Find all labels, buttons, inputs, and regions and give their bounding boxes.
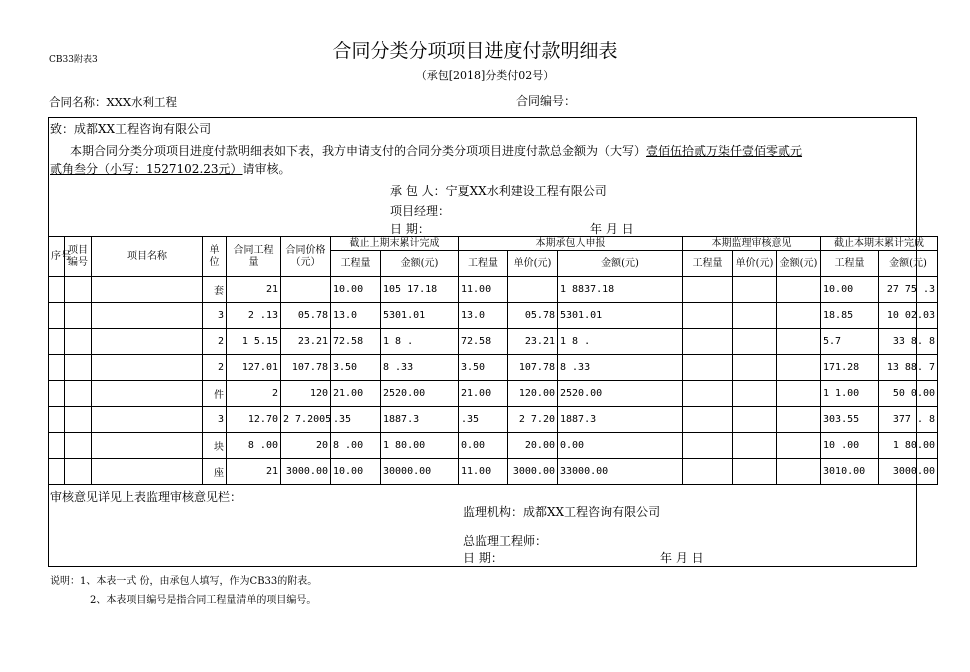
table-row — [49, 407, 938, 433]
header-claim-amount: 金额(元) — [558, 251, 683, 277]
cell-prev-amount: 5301.01 — [381, 303, 459, 329]
empty-cell — [683, 407, 733, 433]
empty-cell — [777, 329, 821, 355]
request-text-suffix: 请审核。 — [242, 162, 291, 176]
table-header-row-1 — [49, 237, 938, 251]
table-body — [49, 277, 938, 485]
empty-cell — [92, 407, 203, 433]
cell-prev-amount: 8 .33 — [381, 355, 459, 381]
cell-prev-qty: 72.58 — [331, 329, 381, 355]
request-text-line1 — [70, 142, 802, 159]
cell-unit: 件 — [203, 381, 227, 407]
cell-prev-amount: 1887.3 — [381, 407, 459, 433]
cell-cum-qty: 18.85 — [821, 303, 879, 329]
cell-claim-amount: 33000.00 — [558, 459, 683, 485]
header-review-unit-price: 单价(元) — [733, 251, 777, 277]
header-claim-qty: 工程量 — [459, 251, 508, 277]
cell-cum-amount: 1 80.00 — [879, 433, 938, 459]
cell-contract-price: 120 — [281, 381, 331, 407]
table-row — [49, 355, 938, 381]
empty-cell — [733, 433, 777, 459]
empty-cell — [92, 303, 203, 329]
header-prev-qty: 工程量 — [331, 251, 381, 277]
empty-cell — [733, 381, 777, 407]
empty-cell — [733, 329, 777, 355]
header-item-name: 项目名称 — [92, 237, 203, 277]
empty-cell — [683, 329, 733, 355]
cell-claim-qty: 3.50 — [459, 355, 508, 381]
cell-contract-qty: 21 — [227, 277, 281, 303]
chief-engineer: 总监理工程师： — [463, 534, 548, 548]
empty-cell — [683, 381, 733, 407]
table-row — [49, 329, 938, 355]
cell-contract-qty: 12.70 — [227, 407, 281, 433]
cell-cum-qty: 303.55 — [821, 407, 879, 433]
header-contract-qty: 合同工程量 — [227, 237, 281, 277]
cell-cum-qty: 10.00 — [821, 277, 879, 303]
cell-cum-qty: 10 .00 — [821, 433, 879, 459]
note-2: 2、本表项目编号是指合同工程量清单的项目编号。 — [90, 595, 317, 606]
cell-unit: 3 — [203, 303, 227, 329]
empty-cell — [65, 433, 92, 459]
cell-cum-qty: 5.7 — [821, 329, 879, 355]
cell-prev-amount: 105 17.18 — [381, 277, 459, 303]
cell-claim-amount: 0.00 — [558, 433, 683, 459]
empty-cell — [49, 355, 65, 381]
table-row — [49, 433, 938, 459]
progress-payment-table — [48, 236, 938, 485]
cell-cum-amount: 10 02.03 — [879, 303, 938, 329]
cell-unit: 套 — [203, 277, 227, 303]
empty-cell — [683, 459, 733, 485]
request-text-line2 — [50, 160, 291, 177]
cell-contract-qty: 21 — [227, 459, 281, 485]
empty-cell — [65, 459, 92, 485]
empty-cell — [683, 355, 733, 381]
cell-claim-amount: 1 8 . — [558, 329, 683, 355]
empty-cell — [733, 303, 777, 329]
form-code: CB33附表3 — [49, 55, 98, 65]
empty-cell — [777, 355, 821, 381]
cell-claim-qty: 72.58 — [459, 329, 508, 355]
cell-contract-price: 20 — [281, 433, 331, 459]
cell-prev-qty: 13.0 — [331, 303, 381, 329]
cell-prev-amount: 1 8 . — [381, 329, 459, 355]
note-1: 说明：1、本表一式 份，由承包人填写，作为CB33的附表。 — [50, 576, 318, 587]
cell-claim-unit-price: 120.00 — [508, 381, 558, 407]
amount-in-words: 壹佰伍拾贰万柒仟壹佰零贰元 — [646, 144, 803, 158]
empty-cell — [65, 407, 92, 433]
empty-cell — [49, 329, 65, 355]
supervision-org: 监理机构：成都XX工程咨询有限公司 — [463, 505, 661, 519]
date-label: 日 期： — [390, 222, 430, 236]
cell-contract-qty: 8 .00 — [227, 433, 281, 459]
cell-contract-price: 2 7.2005 — [281, 407, 331, 433]
cell-claim-unit-price: 05.78 — [508, 303, 558, 329]
empty-cell — [92, 459, 203, 485]
table-row — [49, 459, 938, 485]
table-row — [49, 381, 938, 407]
empty-cell — [683, 433, 733, 459]
cell-claim-amount: 1 8837.18 — [558, 277, 683, 303]
header-unit: 单位 — [203, 237, 227, 277]
cell-prev-amount: 2520.00 — [381, 381, 459, 407]
amount-in-figures: 贰角叁分（小写：1527102.23元） — [50, 162, 243, 176]
document-number: （承包[2018]分类付02号） — [415, 69, 555, 82]
empty-cell — [92, 355, 203, 381]
empty-cell — [777, 407, 821, 433]
cell-contract-qty: 2 — [227, 381, 281, 407]
empty-cell — [49, 407, 65, 433]
cell-unit: 2 — [203, 355, 227, 381]
empty-cell — [65, 303, 92, 329]
header-review-amount: 金额(元) — [777, 251, 821, 277]
empty-cell — [49, 303, 65, 329]
addressee: 致：成都XX工程咨询有限公司 — [50, 122, 212, 136]
cell-prev-qty: 21.00 — [331, 381, 381, 407]
cell-prev-qty: 10.00 — [331, 459, 381, 485]
cell-claim-unit-price: 3000.00 — [508, 459, 558, 485]
cell-unit: 2 — [203, 329, 227, 355]
empty-cell — [777, 277, 821, 303]
footer-date-label: 日 期： — [463, 551, 503, 565]
cell-contract-price — [281, 277, 331, 303]
cell-claim-amount: 5301.01 — [558, 303, 683, 329]
header-supervision-review: 本期监理审核意见 — [683, 237, 821, 251]
page-title: 合同分类分项项目进度付款明细表 — [332, 40, 618, 62]
empty-cell — [92, 277, 203, 303]
cell-cum-qty: 1 1.00 — [821, 381, 879, 407]
cell-claim-qty: 21.00 — [459, 381, 508, 407]
cell-claim-amount: 8 .33 — [558, 355, 683, 381]
header-prev-amount: 金额(元) — [381, 251, 459, 277]
cell-claim-qty: 13.0 — [459, 303, 508, 329]
header-this-claim: 本期承包人申报 — [459, 237, 683, 251]
empty-cell — [683, 303, 733, 329]
empty-cell — [733, 407, 777, 433]
cell-prev-qty: 10.00 — [331, 277, 381, 303]
cell-claim-qty: .35 — [459, 407, 508, 433]
empty-cell — [65, 277, 92, 303]
cell-contract-qty: 1 5.15 — [227, 329, 281, 355]
contract-number-label: 合同编号： — [516, 94, 577, 108]
cell-cum-amount: 377 . 8 — [879, 407, 938, 433]
header-seq: 序号 — [49, 237, 65, 277]
cell-claim-unit-price: 20.00 — [508, 433, 558, 459]
cell-cum-amount: 50 0.00 — [879, 381, 938, 407]
cell-contract-qty: 2 .13 — [227, 303, 281, 329]
empty-cell — [777, 433, 821, 459]
empty-cell — [65, 355, 92, 381]
cell-claim-unit-price: 23.21 — [508, 329, 558, 355]
empty-cell — [49, 433, 65, 459]
cell-contract-price: 107.78 — [281, 355, 331, 381]
empty-cell — [49, 459, 65, 485]
empty-cell — [777, 381, 821, 407]
date-ymd: 年 月 日 — [590, 222, 634, 236]
empty-cell — [65, 329, 92, 355]
cell-unit: 块 — [203, 433, 227, 459]
cell-contract-price: 23.21 — [281, 329, 331, 355]
empty-cell — [65, 381, 92, 407]
empty-cell — [733, 277, 777, 303]
cell-cum-qty: 171.28 — [821, 355, 879, 381]
cell-prev-qty: .35 — [331, 407, 381, 433]
header-claim-unit-price: 单价(元) — [508, 251, 558, 277]
cell-claim-qty: 11.00 — [459, 277, 508, 303]
empty-cell — [777, 303, 821, 329]
cell-cum-amount: 13 88. 7 — [879, 355, 938, 381]
empty-cell — [733, 355, 777, 381]
review-opinion: 审核意见详见上表监理审核意见栏： — [50, 490, 243, 504]
cell-claim-unit-price — [508, 277, 558, 303]
header-prev-cumulative: 截止上期末累计完成 — [331, 237, 459, 251]
table-row — [49, 303, 938, 329]
cell-unit: 座 — [203, 459, 227, 485]
project-manager: 项目经理： — [390, 204, 451, 218]
cell-claim-amount: 1887.3 — [558, 407, 683, 433]
empty-cell — [92, 433, 203, 459]
cell-prev-amount: 30000.00 — [381, 459, 459, 485]
cell-cum-amount: 3000.00 — [879, 459, 938, 485]
header-review-qty: 工程量 — [683, 251, 733, 277]
contractor: 承 包 人：宁夏XX水利建设工程有限公司 — [390, 184, 607, 198]
header-cum-amount: 金额(元) — [879, 251, 938, 277]
cell-contract-qty: 127.01 — [227, 355, 281, 381]
cell-prev-qty: 3.50 — [331, 355, 381, 381]
header-this-cumulative: 截止本期末累计完成 — [821, 237, 938, 251]
header-contract-price: 合同价格（元） — [281, 237, 331, 277]
empty-cell — [777, 459, 821, 485]
cell-contract-price: 05.78 — [281, 303, 331, 329]
cell-claim-qty: 0.00 — [459, 433, 508, 459]
header-cum-qty: 工程量 — [821, 251, 879, 277]
empty-cell — [49, 381, 65, 407]
cell-claim-amount: 2520.00 — [558, 381, 683, 407]
empty-cell — [92, 381, 203, 407]
cell-prev-qty: 8 .00 — [331, 433, 381, 459]
cell-cum-qty: 3010.00 — [821, 459, 879, 485]
header-item-no: 项目编号 — [65, 237, 92, 277]
cell-contract-price: 3000.00 — [281, 459, 331, 485]
empty-cell — [683, 277, 733, 303]
request-text-prefix: 本期合同分类分项项目进度付款明细表如下表，我方申请支付的合同分类分项项目进度付款总金额为（大写） — [70, 144, 647, 158]
cell-cum-amount: 27 75 .3 — [879, 277, 938, 303]
table-row — [49, 277, 938, 303]
contract-name: 合同名称：XXX水利工程 — [49, 95, 178, 109]
cell-cum-amount: 33 8. 8 — [879, 329, 938, 355]
cell-unit: 3 — [203, 407, 227, 433]
footer-date-ymd: 年 月 日 — [660, 551, 704, 565]
cell-prev-amount: 1 80.00 — [381, 433, 459, 459]
cell-claim-qty: 11.00 — [459, 459, 508, 485]
empty-cell — [733, 459, 777, 485]
cell-claim-unit-price: 107.78 — [508, 355, 558, 381]
cell-claim-unit-price: 2 7.20 — [508, 407, 558, 433]
empty-cell — [49, 277, 65, 303]
empty-cell — [92, 329, 203, 355]
